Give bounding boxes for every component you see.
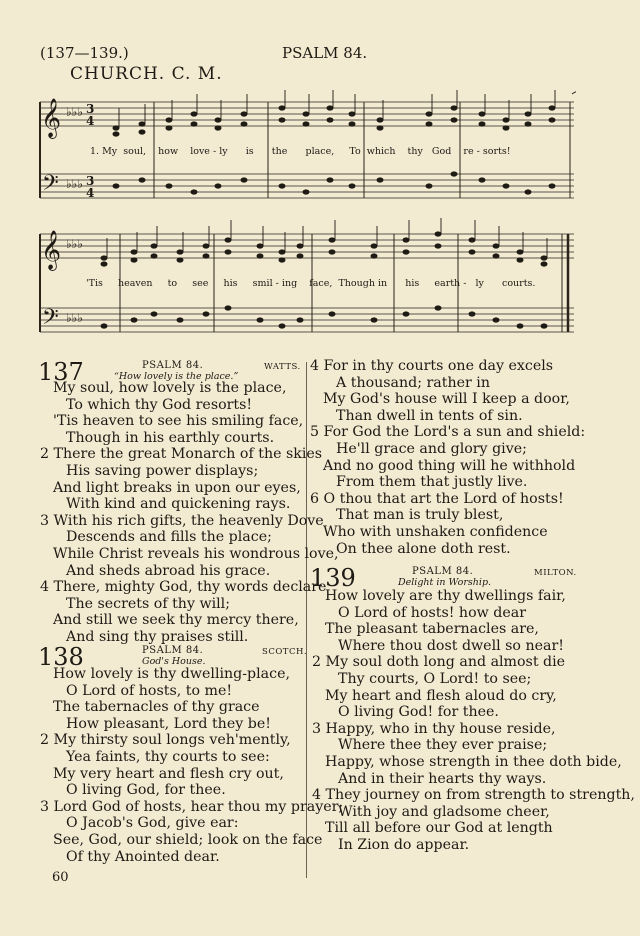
hymn-139-author: MILTON. bbox=[534, 568, 577, 578]
hymn-137-subtitle: “How lovely is the place.” bbox=[114, 371, 239, 382]
running-title: PSALM 84. bbox=[282, 44, 368, 62]
hymn-138-author: SCOTCH. bbox=[262, 647, 308, 657]
hymn-138-continued-text: 4 For in thy courts one day excels A thousand; rather in My God's house will I keep a door, Than dwell in tents of sin. 5 For God the Lord's a sun and shield: He'll grace and glory give; And no good thing will he withhold From them that justly live. 6 O thou that art the Lord of hosts! That man is truly blest, Who with unshaken confidence On thee alone doth rest. bbox=[310, 358, 586, 557]
svg-text:♭♭♭: ♭♭♭ bbox=[66, 105, 83, 119]
hymn-number-139: 139 bbox=[310, 564, 356, 592]
music-system-1 bbox=[34, 88, 576, 210]
lyric-line-2: 'Tis heaven to see his smil - ing face, Though in his earth - ly courts. bbox=[86, 278, 536, 289]
staff-system-2 bbox=[34, 216, 576, 338]
hymn-139-psalm: PSALM 84. bbox=[412, 566, 474, 577]
svg-text:4: 4 bbox=[86, 114, 95, 128]
music-system-2 bbox=[34, 216, 576, 338]
hymn-number-138: 138 bbox=[38, 643, 84, 671]
svg-text:♭♭♭: ♭♭♭ bbox=[66, 237, 83, 251]
tune-name: CHURCH. C. M. bbox=[70, 64, 223, 84]
svg-text:4: 4 bbox=[86, 186, 95, 200]
svg-text:𝄞: 𝄞 bbox=[41, 230, 62, 270]
hymn-138-psalm: PSALM 84. bbox=[142, 645, 204, 656]
svg-text:𝄞: 𝄞 bbox=[41, 98, 62, 138]
hymn-137-psalm: PSALM 84. bbox=[142, 360, 204, 371]
hymn-137-text: My soul, how lovely is the place, To which thy God resorts! 'Tis heaven to see his smiling face, Though in his earthly courts. 2 There the great Monarch of the skies His saving power displays; And light breaks in upon our eyes, With kind and quickening rays. 3 With his rich gifts, the heavenly Dove Descends and fills the place; While Christ reveals his wondrous love, And sheds abroad his grace. 4 There, mighty God, thy words declare The secrets of thy will; And still we seek thy mercy there, And sing thy praises still. bbox=[40, 380, 339, 645]
svg-text:3: 3 bbox=[86, 174, 95, 188]
page-range: (137—139.) bbox=[40, 44, 129, 62]
svg-text:𝄢: 𝄢 bbox=[42, 171, 59, 201]
svg-text:♭♭♭: ♭♭♭ bbox=[66, 177, 83, 191]
hymn-139-text: How lovely are thy dwellings fair, O Lord of hosts! how dear The pleasant tabernacles are, Where thou dost dwell so near! 2 My soul doth long and almost die Thy courts, O Lord! to see; My heart and flesh aloud do cry, O living God! for thee. 3 Happy, who in thy house reside, Where thee they ever praise; Happy, whose strength in thee doth bide, And in their hearts thy ways. 4 They journey on from strength to strength, With joy and gladsome cheer, Till all before our God at length In Zion do appear. bbox=[312, 588, 635, 853]
svg-text:𝄢: 𝄢 bbox=[42, 305, 59, 335]
svg-text:3: 3 bbox=[86, 102, 95, 116]
page-number: 60 bbox=[52, 870, 69, 885]
svg-text:♭♭♭: ♭♭♭ bbox=[66, 311, 83, 325]
hymn-139-subtitle: Delight in Worship. bbox=[398, 577, 492, 588]
hymn-number-137: 137 bbox=[38, 358, 84, 386]
hymn-138-text: How lovely is thy dwelling-place, O Lord of hosts, to me! The tabernacles of thy grace How pleasant, Lord they be! 2 My thirsty soul longs veh'mently, Yea faints, thy courts to see: My very heart and flesh cry out, O living God, for thee. 3 Lord God of hosts, hear thou my prayer; O Jacob's God, give ear: See, God, our shield; look on the face Of thy Anointed dear. bbox=[40, 666, 344, 865]
hymn-138-subtitle: God's House. bbox=[142, 656, 206, 667]
hymn-137-author: WATTS. bbox=[264, 362, 301, 372]
lyric-line-1: 1. My soul, how love - ly is the place, To which thy God re - sorts! bbox=[90, 146, 511, 157]
